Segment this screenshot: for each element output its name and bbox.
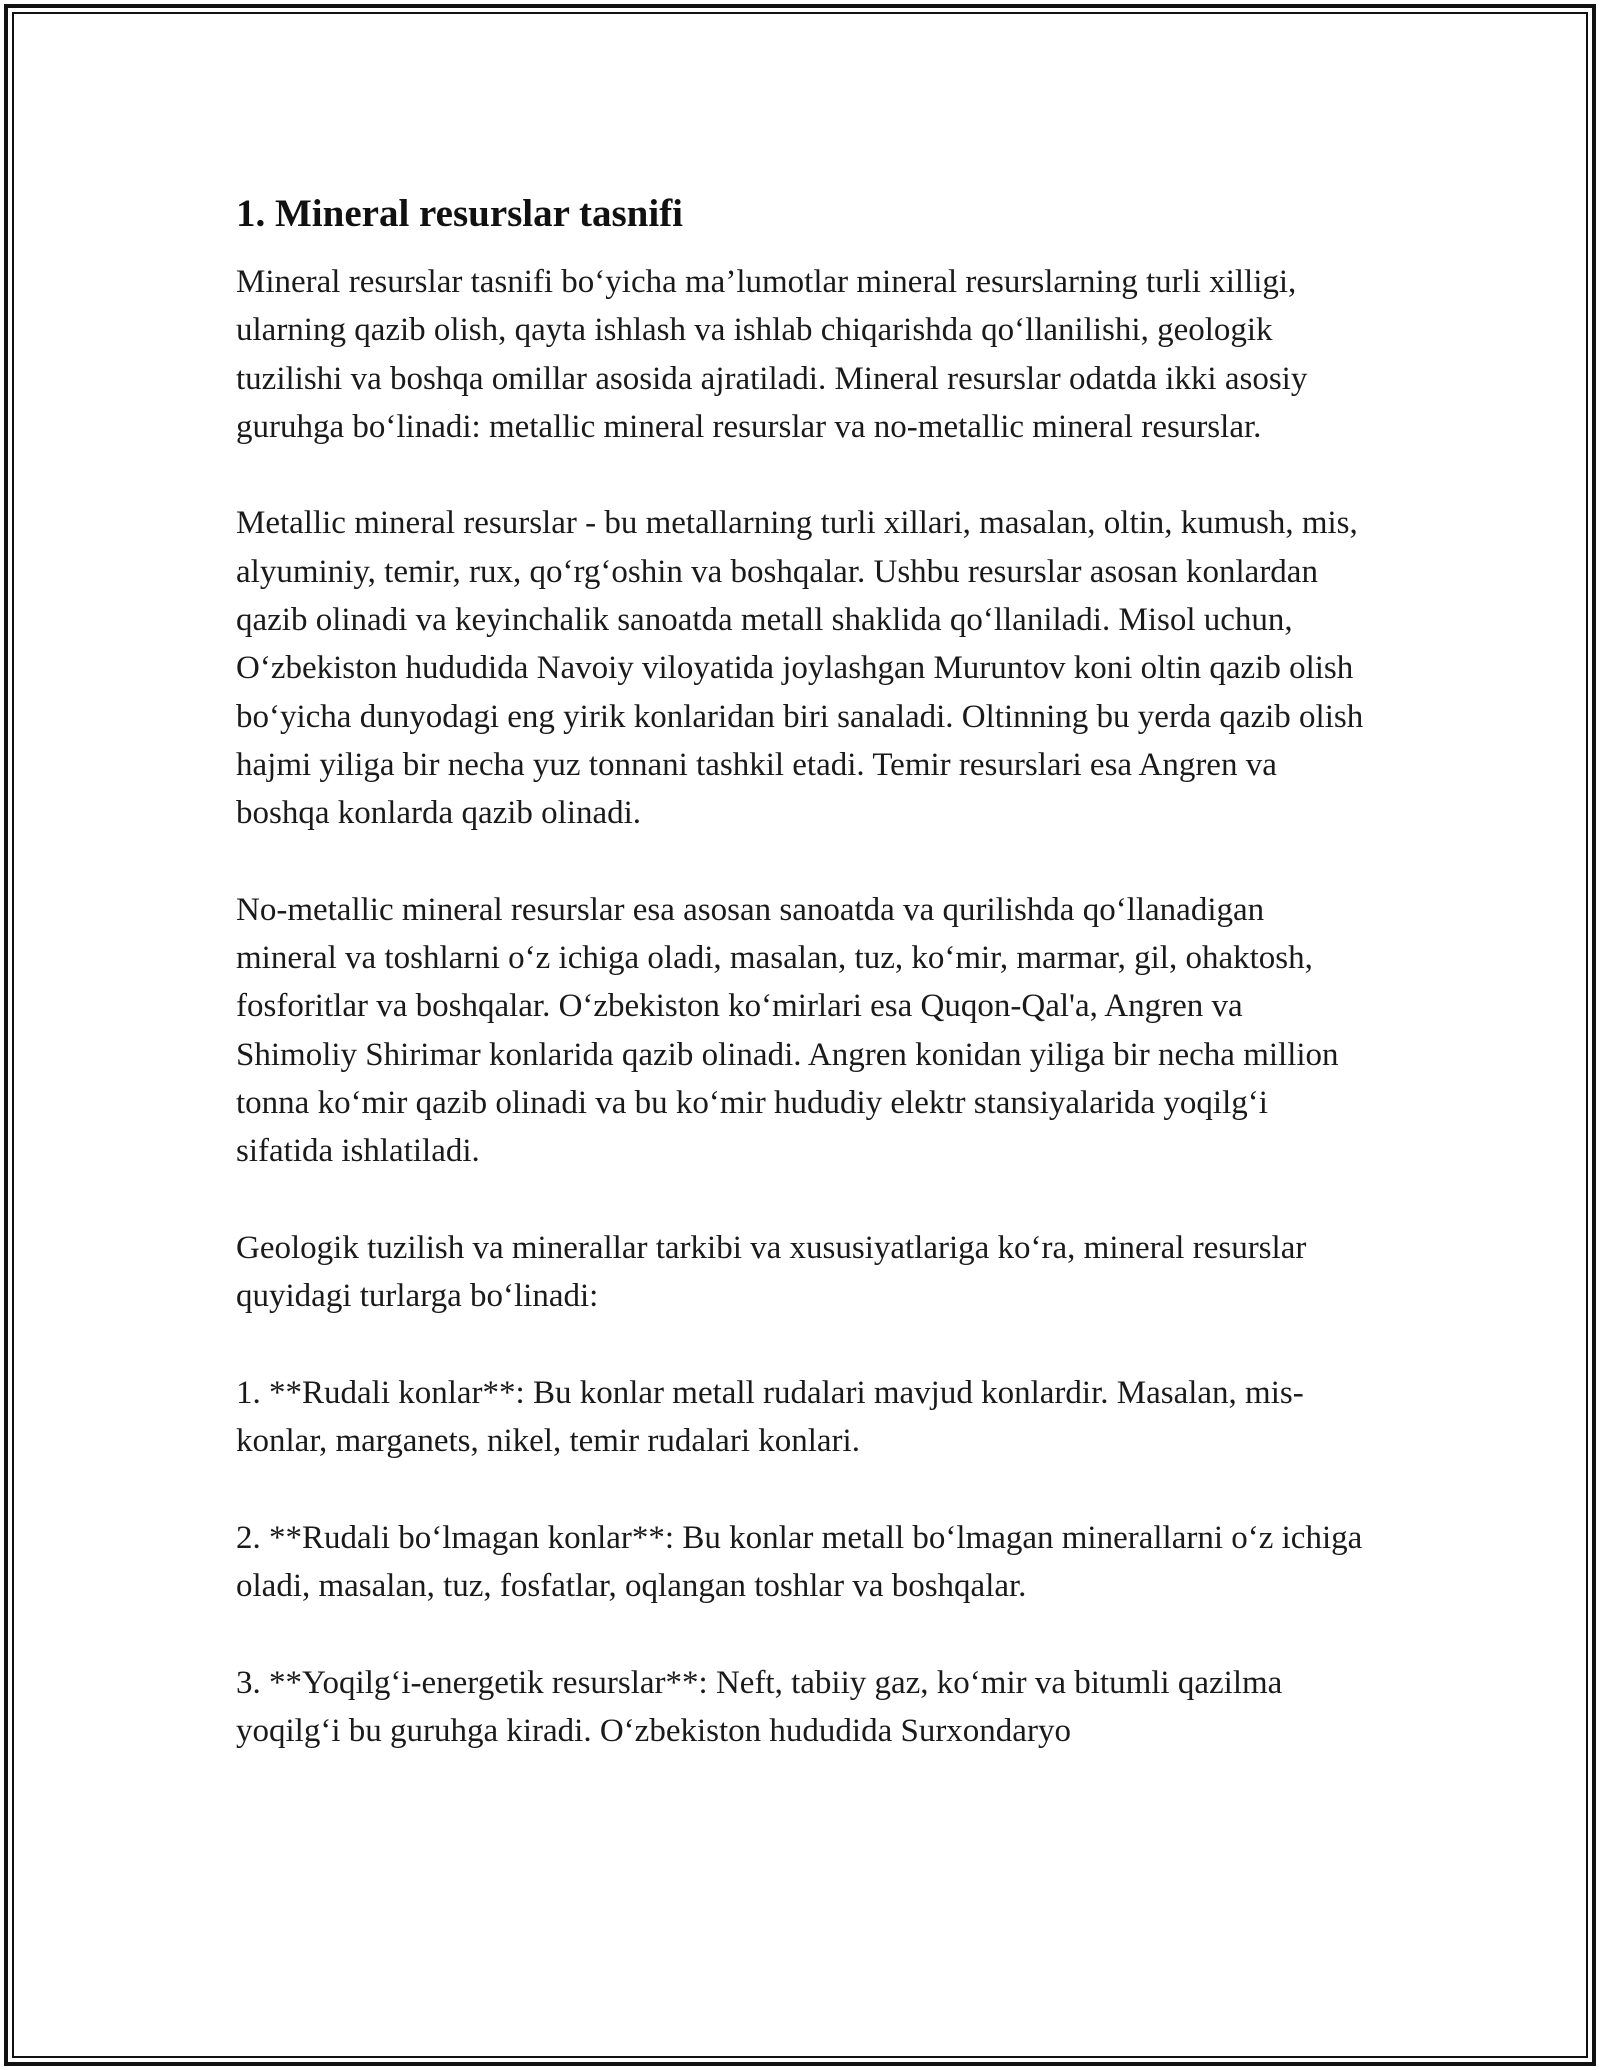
document-body — [236, 188, 1366, 1755]
list-item-fuel-energy: 3. **Yoqilg‘i-energetik resurslar**: Neft, tabiiy gaz, ko‘mir va bitumli qazilma yoqilg‘i bu guruhga kiradi. O‘zbekiston hududida Surxondaryo — [236, 1664, 1283, 1749]
section-heading: 1. Mineral resurslar tasnifi — [236, 192, 684, 235]
paragraph-intro: Mineral resurslar tasnifi bo‘yicha ma’lumotlar mineral resurslarning turli xilligi, ularning qazib olish, qayta ishlash va ishlab chiqarishda qo‘llanilishi, geologik tuzilishi va boshqa omillar asosida ajratiladi. Mineral resurslar odatda ikki asosiy guruhga bo‘linadi: metallic mineral resurslar va no-metallic mineral resurslar. — [236, 264, 1308, 445]
list-item-ore-deposits: 1. **Rudali konlar**: Bu konlar metall rudalari mavjud konlardir. Masalan, mis-konlar, marganets, nikel, temir rudalari konlari. — [236, 1374, 1304, 1460]
paragraph-non-metallic: No-metallic mineral resurslar esa asosan sanoatda va qurilishda qo‘llanadigan mineral va toshlarni o‘z ichiga oladi, masalan, tuz, ko‘mir, marmar, gil, ohaktosh, fosforitlar va boshqalar. O‘zbekiston ko‘mirlari esa Quqon-Qal'a, Angren va Shimoliy Shirimar konlarida qazib olinadi. Angren konidan yiliga bir necha million tonna ko‘mir qazib olinadi va bu ko‘mir hududiy elektr stansiyalarida yoqilg‘i sifatida ishlatiladi. — [236, 891, 1339, 1170]
paragraph-geologic-types: Geologik tuzilish va minerallar tarkibi va xususiyatlariga ko‘ra, mineral resurslar quyidagi turlarga bo‘linadi: — [236, 1229, 1307, 1315]
list-item-non-ore-deposits: 2. **Rudali bo‘lmagan konlar**: Bu konlar metall bo‘lmagan minerallarni o‘z ichiga oladi, masalan, tuz, fosfatlar, oqlangan toshlar va boshqalar. — [236, 1519, 1363, 1605]
paragraph-metallic: Metallic mineral resurslar - bu metallarning turli xillari, masalan, oltin, kumush, mis, alyuminiy, temir, rux, qo‘rg‘oshin va boshqalar. Ushbu resurslar asosan konlardan qazib olinadi va keyinchalik sanoatda metall shaklida qo‘llaniladi. Misol uchun, O‘zbekiston hududida Navoiy viloyatida joylashgan Muruntov koni oltin qazib olish bo‘yicha dunyodagi eng yirik konlaridan biri sanaladi. Oltinning bu yerda qazib olish hajmi yiliga bir necha yuz tonnani tashkil etadi. Temir resurslari esa Angren va boshqa konlarda qazib olinadi. — [236, 505, 1364, 832]
